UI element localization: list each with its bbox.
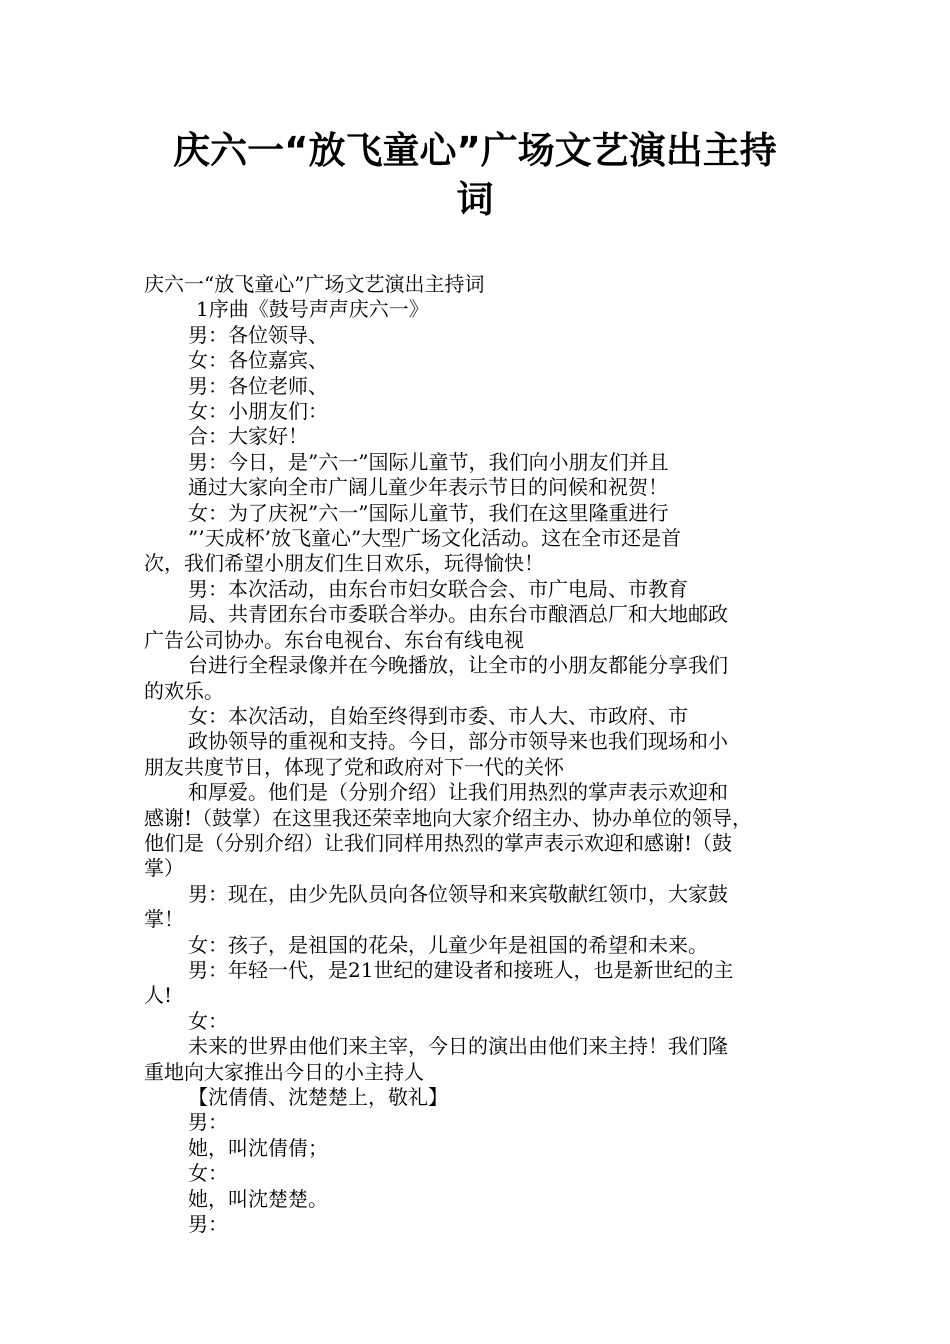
body-line: 台进行全程录像并在今晚播放，让全市的小朋友都能分享我们 (188, 653, 728, 678)
body-line: 朋友共度节日，体现了党和政府对下一代的关怀 (144, 754, 564, 779)
body-line: 她，叫沈倩倩； (188, 1135, 328, 1160)
body-line: 重地向大家推出今日的小主持人 (144, 1059, 424, 1084)
body-line: 的欢乐。 (144, 678, 224, 703)
body-line: 女：本次活动，自始至终得到市委、市人大、市政府、市 (188, 703, 688, 728)
document-title (100, 126, 850, 224)
body-line: 男： (188, 1212, 228, 1237)
body-line: 女： (188, 1008, 228, 1033)
body-line: 女：孩子，是祖国的花朵，儿童少年是祖国的希望和未来。 (188, 932, 708, 957)
body-line: 政协领导的重视和支持。今日，部分市领导来也我们现场和小 (188, 729, 728, 754)
body-line: 广告公司协办。东台电视台、东台有线电视 (144, 627, 524, 652)
body-line: 男：本次活动，由东台市妇女联合会、市广电局、市教育 (188, 576, 688, 601)
body-line: 未来的世界由他们来主宰，今日的演出由他们来主持！我们隆 (188, 1034, 728, 1059)
document-title-line-2: 词 (456, 178, 494, 221)
body-line: 掌） (144, 856, 184, 881)
body-line: 人! (144, 983, 173, 1008)
body-line: 男：各位老师、 (188, 373, 328, 398)
body-line: 合：大家好！ (188, 424, 308, 449)
body-line: 和厚爱。他们是（分别介绍）让我们用热烈的掌声表示欢迎和 (188, 780, 728, 805)
body-line: 男： (188, 1110, 228, 1135)
body-line: 男：年轻一代，是21世纪的建设者和接班人，也是新世纪的主 (188, 957, 734, 982)
body-line: 女： (188, 1161, 228, 1186)
body-line: 男：各位领导、 (188, 322, 328, 347)
body-line: 1序曲《鼓号声声庆六一》 (196, 297, 429, 322)
document-title-line-1: 庆六一“放飞童心”广场文艺演出主持 (173, 129, 777, 172)
body-line: 通过大家向全市广阔儿童少年表示节日的问候和祝贺！ (188, 475, 668, 500)
body-line: 庆六一“放飞童心”广场文艺演出主持词 (144, 272, 485, 296)
body-line: 次，我们希望小朋友们生日欢乐，玩得愉快！ (144, 551, 544, 576)
body-line: 感谢!（鼓掌）在这里我还荣幸地向大家介绍主办、协办单位的领导， (144, 805, 753, 830)
body-line: 【沈倩倩、沈楚楚上，敬礼】 (188, 1085, 448, 1109)
body-line: 女：为了庆祝”六一”国际儿童节，我们在这里隆重进行 (188, 500, 669, 525)
body-line: 她，叫沈楚楚。 (188, 1186, 328, 1211)
body-line: 他们是（分别介绍）让我们同样用热烈的掌声表示欢迎和感谢!（鼓 (144, 830, 733, 855)
body-line: 掌！ (144, 907, 184, 932)
document-body (144, 272, 814, 1237)
body-line: 男：今日，是”六一”国际儿童节，我们向小朋友们并且 (188, 449, 669, 474)
body-line: ”’天成杯’放飞童心”大型广场文化活动。这在全市还是首 (188, 526, 682, 551)
body-line: 男：现在，由少先队员向各位领导和来宾敬献红领巾，大家鼓 (188, 881, 728, 906)
body-line: 局、共青团东台市委联合举办。由东台市酿酒总厂和大地邮政 (188, 602, 728, 627)
body-line: 女：各位嘉宾、 (188, 348, 328, 373)
body-line: 女：小朋友们： (188, 399, 328, 424)
